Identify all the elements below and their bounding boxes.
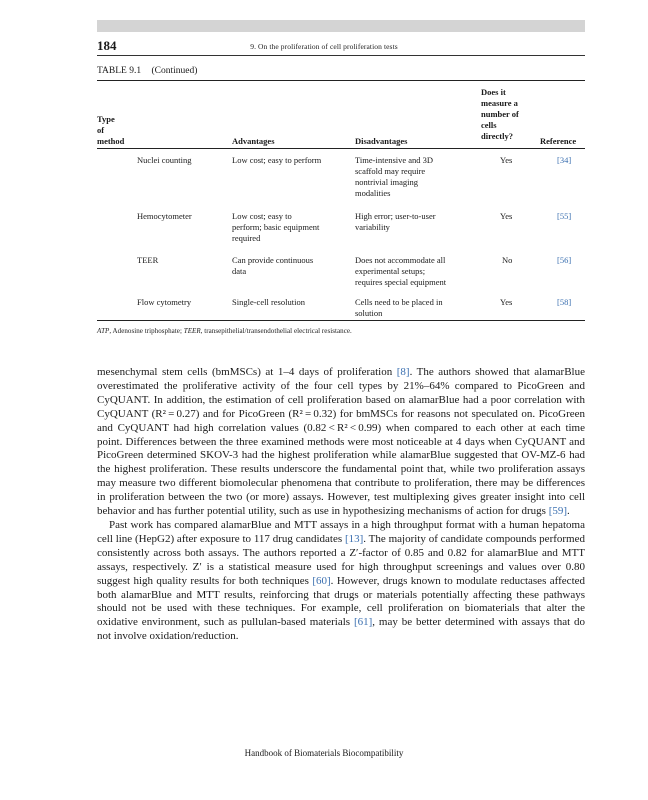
header-line: cells xyxy=(481,120,497,130)
cell-line: High error; user-to-user xyxy=(355,211,436,221)
row-method-nuclei-counting: Nuclei counting xyxy=(137,155,192,165)
cell-line: Single-cell resolution xyxy=(232,297,305,307)
header-line: directly? xyxy=(481,131,513,141)
paragraph-1 xyxy=(97,366,585,519)
cell-line: scaffold may require xyxy=(355,166,426,176)
cell-line: required xyxy=(232,233,261,243)
row-method-flow-cytometry: Flow cytometry xyxy=(137,297,192,307)
citation-link[interactable]: [60] xyxy=(312,574,331,587)
row-advantages xyxy=(232,155,321,166)
row-disadvantages xyxy=(355,255,446,288)
cell-line: data xyxy=(232,266,247,276)
footnote-def: , transepithelial/transendothelial electrical resistance. xyxy=(200,327,352,335)
row-method-hemocytometer: Hemocytometer xyxy=(137,211,192,221)
header-disadvantages: Disadvantages xyxy=(355,136,408,146)
cell-line: Low cost; easy to perform xyxy=(232,155,322,165)
header-line: method xyxy=(97,136,125,146)
cell-line: nontrivial imaging xyxy=(355,177,419,187)
cell-line: Cells need to be placed in xyxy=(355,297,443,307)
header-line: measure a xyxy=(481,98,518,108)
header-rule xyxy=(97,55,585,56)
cell-line: Can provide continuous xyxy=(232,255,314,265)
citation-link[interactable]: [59] xyxy=(548,505,568,518)
row-measure: Yes xyxy=(500,211,513,221)
cell-line: perform; basic equipment xyxy=(232,222,320,232)
row-advantages xyxy=(232,255,313,277)
footnote-abbr: TEER xyxy=(183,327,201,335)
row-measure: Yes xyxy=(500,155,513,165)
top-band xyxy=(97,20,585,32)
row-reference-link[interactable]: [55] xyxy=(557,211,572,221)
text-run: . xyxy=(567,505,570,518)
header-measure-directly xyxy=(481,87,519,142)
text-run: mesenchymal stem cells (bmMSCs) at 1–4 days of proliferation xyxy=(97,366,397,378)
table-top-rule xyxy=(97,80,585,81)
header-line: of xyxy=(97,125,105,135)
cell-line: Low cost; easy to xyxy=(232,211,292,221)
row-measure: No xyxy=(502,255,513,265)
book-title-footer: Handbook of Biomaterials Biocompatibility xyxy=(244,748,404,758)
paragraph-2 xyxy=(97,519,585,644)
row-advantages xyxy=(232,297,305,308)
table-header-rule xyxy=(97,148,585,149)
text-run: , may be better determined with assays that do not involve oxidation/reduction. xyxy=(97,616,586,643)
header-type-of-method xyxy=(97,114,124,147)
row-reference-link[interactable]: [56] xyxy=(557,255,572,265)
footnote-abbr: ATP xyxy=(97,327,110,335)
page-number: 184 xyxy=(97,38,117,53)
running-head: 9. On the proliferation of cell proliferation tests xyxy=(250,42,398,51)
header-line: number of xyxy=(481,109,519,119)
cell-line: experimental setups; xyxy=(355,266,426,276)
footnote-def: , Adenosine triphosphate; xyxy=(109,327,184,335)
table-bottom-rule xyxy=(97,320,585,321)
cell-line: Time-intensive and 3D xyxy=(355,155,434,165)
cell-line: modalities xyxy=(355,188,391,198)
text-run: . The majority of candidate compounds performed consistently across both assays. The authors reported a Z′-factor of 0.85 and 0.82 for alamarBlue and MTT assays, respectively. Z′ is a statistical measure used for high throughput screenings and values over 0.80 suggest high quality results for both techniques xyxy=(97,532,585,587)
header-line: Type xyxy=(97,114,115,124)
cell-line: Does not accommodate all xyxy=(355,255,446,265)
citation-link[interactable]: [8] xyxy=(396,366,410,378)
row-disadvantages xyxy=(355,211,436,233)
citation-link[interactable]: [61] xyxy=(353,616,373,629)
table-caption xyxy=(97,66,197,76)
row-reference-link[interactable]: [34] xyxy=(557,155,572,165)
header-line: Does it xyxy=(481,87,506,97)
row-measure: Yes xyxy=(500,297,513,307)
header-advantages: Advantages xyxy=(232,136,275,146)
table-caption-note: (Continued) xyxy=(151,66,198,76)
row-disadvantages xyxy=(355,155,433,199)
row-advantages xyxy=(232,211,319,244)
text-run: . The authors showed that alamarBlue overestimated the proliferative activity of the four cell types by 21%–64% compared to PicoGreen and CyQUANT. In addition, the estimation of cell proliferation based on alamarBlue had a poor correlation with CyQUANT (R² = 0.27) and for PicoGreen (R² = 0.32) for bmMSCs for reasons not speculated on. PicoGreen and CyQUANT had high correlation values (0.82 < R² < 0.99) when compared to each other at each time point. Differences between the three examined methods were most noticeable at 4 days when CyQUANT and PicoGreen determined SKOV-3 had the highest proliferation while alamarBlue suggested that OV-MZ-6 had the highest proliferation. These results underscore the fundamental point that, while two proliferation assays may measure two different biomolecular phenomena that contribute to proliferation, there may be differences in proliferation between the two (or more) assays. However, test multiplexing gives greater insight into cell behavior and has further potential utility, such as use in hypothesizing mechanisms of action for drugs xyxy=(97,366,585,518)
cell-line: variability xyxy=(355,222,390,232)
cell-line: requires special equipment xyxy=(355,277,447,287)
row-method-teer: TEER xyxy=(137,255,159,265)
header-reference: Reference xyxy=(540,136,577,146)
row-reference-link[interactable]: [58] xyxy=(557,297,572,307)
table-label: TABLE 9.1 xyxy=(97,66,142,76)
body-text xyxy=(97,366,585,644)
table-footnote xyxy=(97,327,352,335)
text-run: . However, drugs known to modulate reductases affected both alamarBlue and MTT results, reinforcing that drugs or materials potentially affecting these pathways should not be used with these techniques. For example, cell proliferation on biomaterials that alter the oxidative environment, such as pullulan-based materials xyxy=(97,574,586,629)
row-disadvantages xyxy=(355,297,443,319)
citation-link[interactable]: [13] xyxy=(344,532,364,545)
text-run: Past work has compared alamarBlue and MTT assays in a high throughput format with a human hepatoma cell line (HepG2) after exposure to 117 drug candidates xyxy=(97,518,585,545)
cell-line: solution xyxy=(355,308,383,318)
